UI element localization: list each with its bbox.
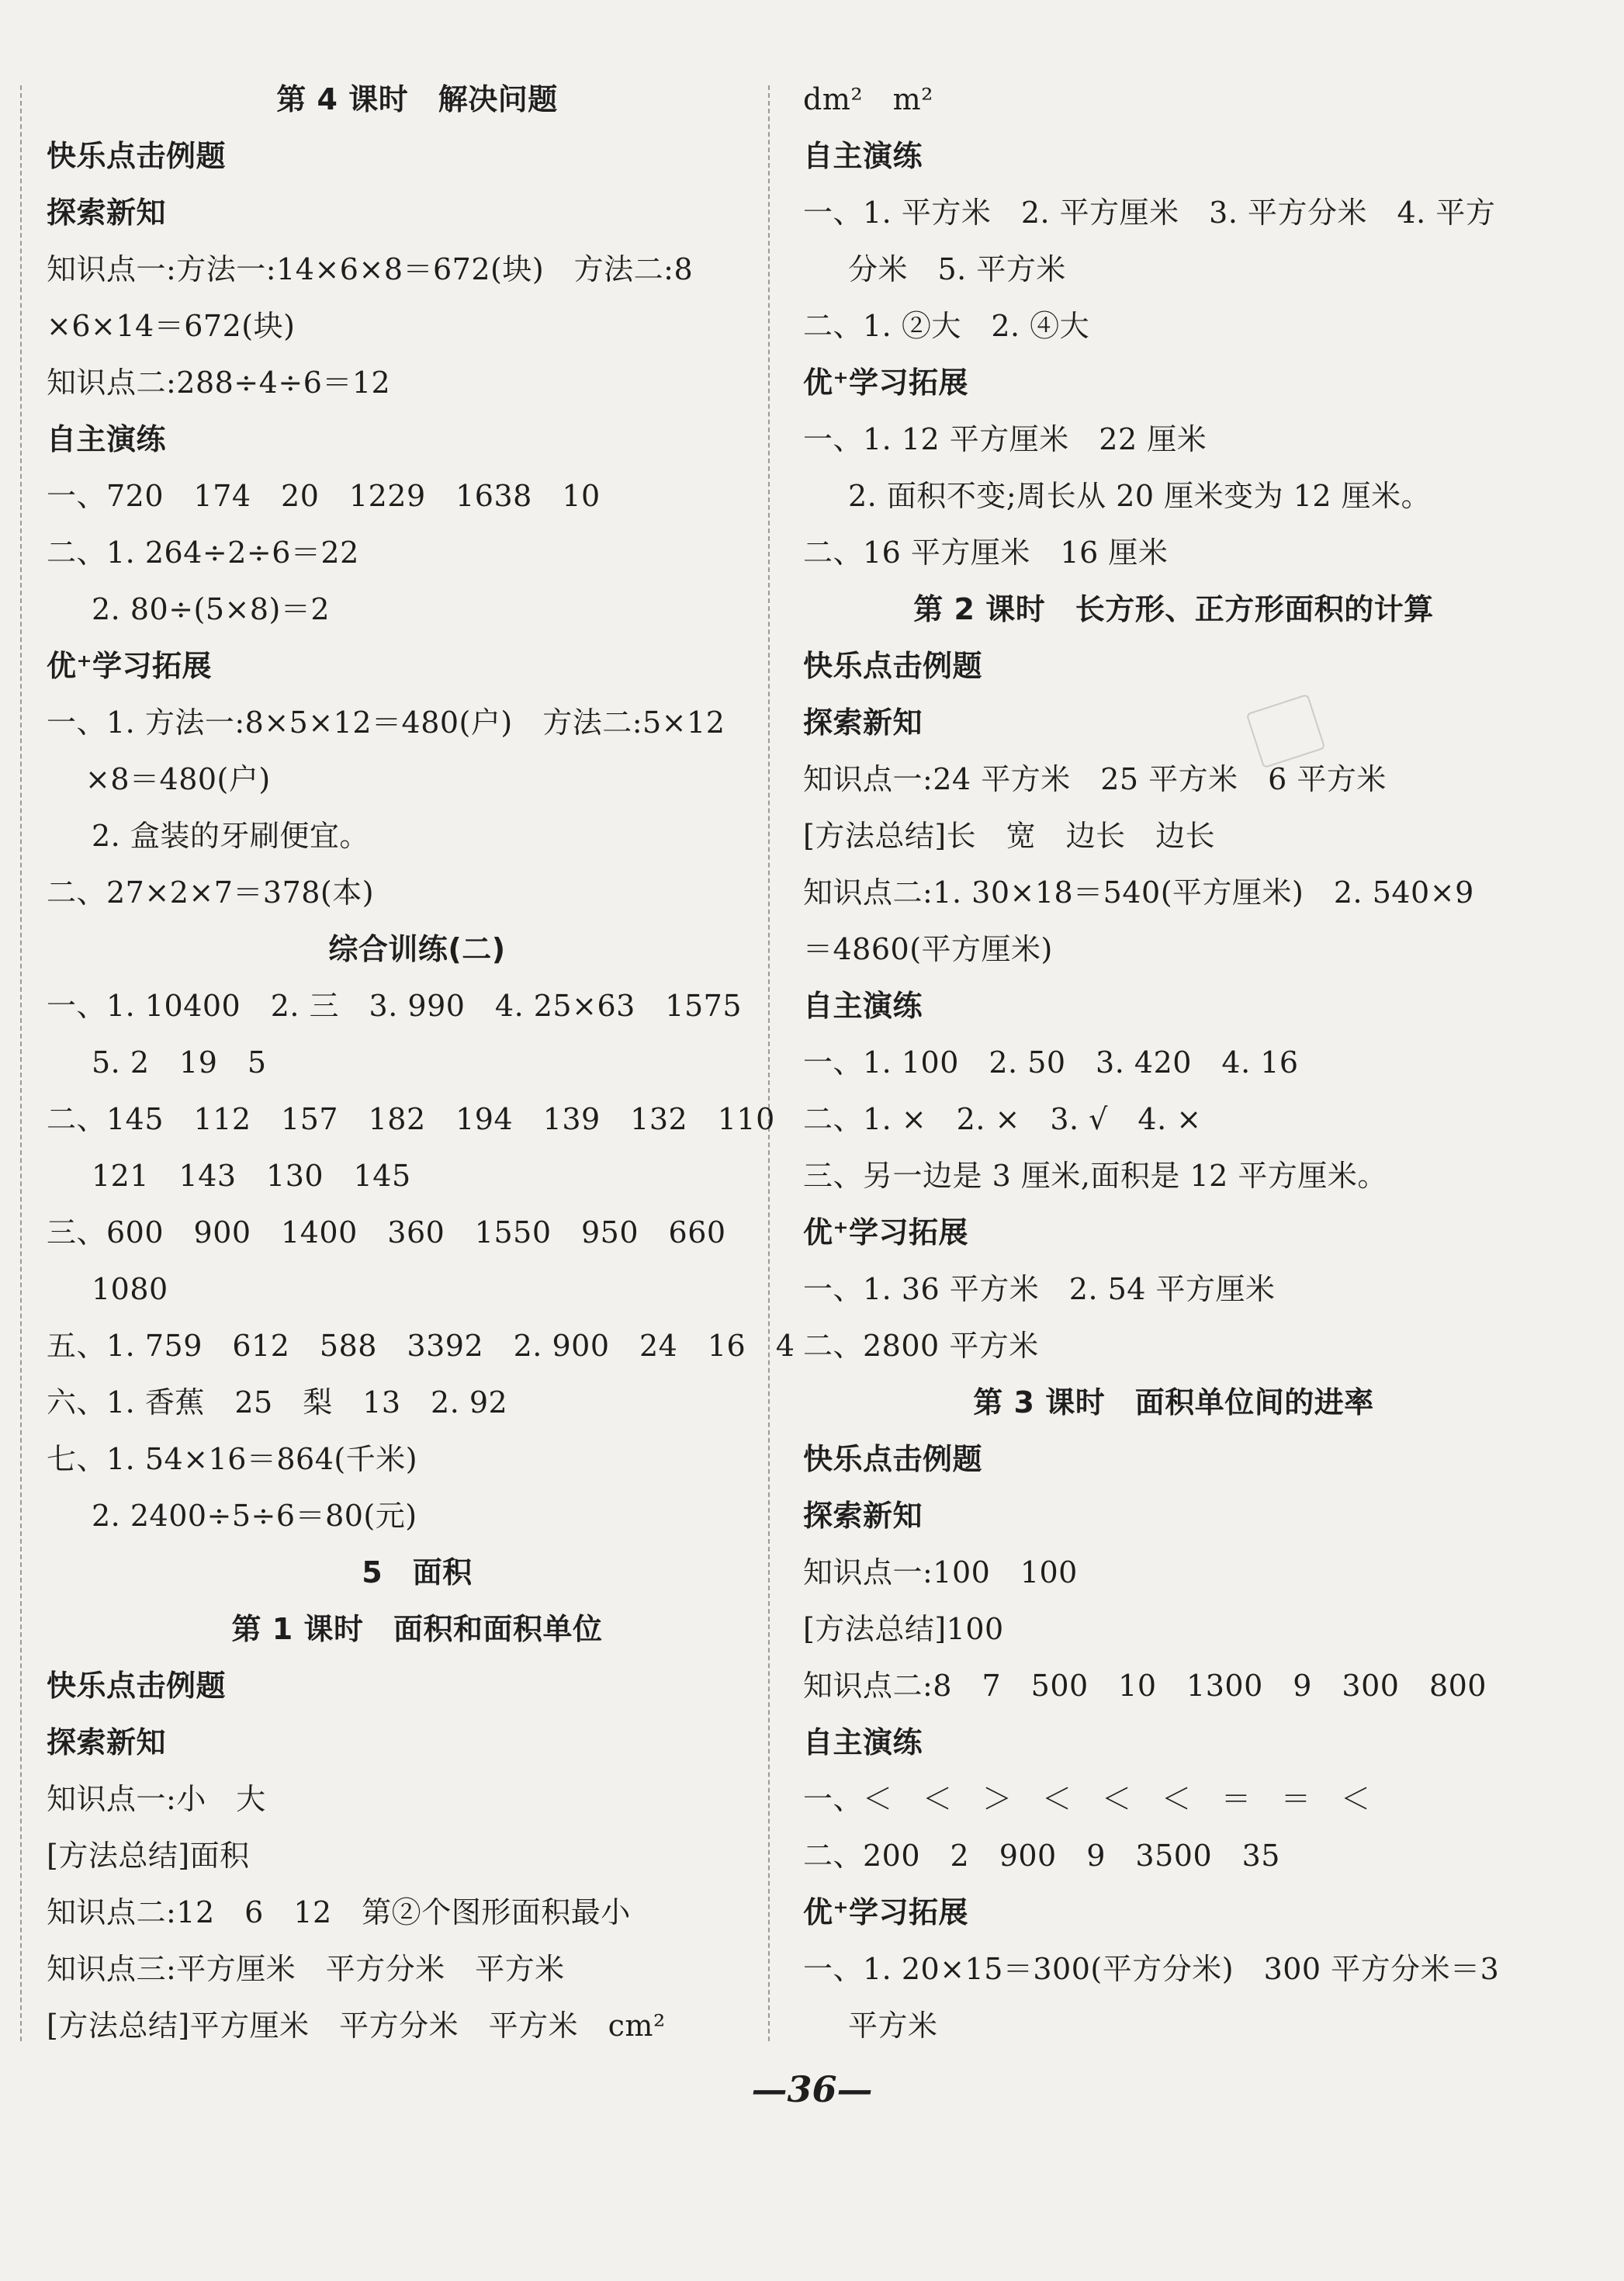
section-heading: 自主演练 — [47, 422, 167, 456]
answer-line: 1080 — [92, 1272, 168, 1306]
lesson-title: 第 2 课时 长方形、正方形面积的计算 — [913, 592, 1434, 626]
answer-line: 二、145 112 157 182 194 139 132 110 — [47, 1102, 775, 1136]
answer-line: 5. 2 19 5 — [92, 1045, 267, 1080]
answer-line: 一、1. 20×15＝300(平方分米) 300 平方分米＝3 — [803, 1952, 1500, 1986]
answer-line: 二、2800 平方米 — [803, 1329, 1039, 1363]
answer-line: [方法总结]100 — [803, 1612, 1004, 1646]
section-heading: 自主演练 — [803, 989, 923, 1023]
right-column — [803, 71, 1544, 2054]
lesson-title: 综合训练(二) — [328, 932, 506, 966]
answer-line: 二、1. ②大 2. ④大 — [803, 309, 1090, 343]
answer-line: ＝4860(平方厘米) — [803, 932, 1053, 966]
section-heading: 自主演练 — [803, 139, 923, 173]
lesson-title: 5 面积 — [362, 1555, 473, 1589]
answer-line: [方法总结]面积 — [47, 1839, 250, 1873]
answer-line: 六、1. 香蕉 25 梨 13 2. 92 — [47, 1385, 508, 1420]
answer-line: 知识点一:方法一:14×6×8＝672(块) 方法二:8 — [47, 252, 694, 286]
answer-line: 分米 5. 平方米 — [848, 252, 1066, 286]
section-heading: 快乐点击例题 — [47, 139, 227, 173]
answer-line: 知识点一:小 大 — [47, 1782, 266, 1816]
section-heading: 探索新知 — [47, 1725, 167, 1759]
section-heading: 探索新知 — [803, 1499, 923, 1533]
answer-line: 平方米 — [848, 2009, 938, 2043]
answer-line: 一、1. 100 2. 50 3. 420 4. 16 — [803, 1045, 1299, 1080]
section-heading: 自主演练 — [803, 1725, 923, 1759]
answer-line: [方法总结]长 宽 边长 边长 — [803, 819, 1216, 853]
answer-line: 二、27×2×7＝378(本) — [47, 875, 375, 910]
answer-line: 2. 盒装的牙刷便宜。 — [92, 819, 369, 853]
section-heading: 探索新知 — [803, 705, 923, 740]
section-heading: 快乐点击例题 — [803, 1442, 983, 1476]
answer-line: 二、1. × 2. × 3. √ 4. × — [803, 1102, 1202, 1136]
answer-line: 知识点二:1. 30×18＝540(平方厘米) 2. 540×9 — [803, 875, 1474, 910]
answer-line: 一、1. 36 平方米 2. 54 平方厘米 — [803, 1272, 1276, 1306]
left-column — [47, 71, 795, 2054]
answer-line: 2. 2400÷5÷6＝80(元) — [92, 1499, 417, 1533]
section-heading: 快乐点击例题 — [803, 649, 983, 683]
answer-line: ×8＝480(户) — [85, 762, 271, 796]
page-number: —36— — [751, 2068, 873, 2110]
answer-line: 二、200 2 900 9 3500 35 — [803, 1839, 1280, 1873]
lesson-title: 第 3 课时 面积单位间的进率 — [973, 1385, 1374, 1420]
answer-line: 一、720 174 20 1229 1638 10 — [47, 479, 601, 513]
answer-line: 一、＜ ＜ ＞ ＜ ＜ ＜ ＝ ＝ ＜ — [803, 1782, 1371, 1816]
answer-line: [方法总结]平方厘米 平方分米 平方米 cm² — [47, 2009, 666, 2043]
answer-line: 121 143 130 145 — [92, 1159, 411, 1193]
answer-line: 七、1. 54×16＝864(千米) — [47, 1442, 418, 1476]
answer-line: 2. 面积不变;周长从 20 厘米变为 12 厘米。 — [848, 479, 1432, 513]
answer-line: 知识点一:24 平方米 25 平方米 6 平方米 — [803, 762, 1387, 796]
section-heading: 快乐点击例题 — [47, 1669, 227, 1703]
section-heading: 优⁺学习拓展 — [803, 1215, 969, 1250]
left-margin-rule — [20, 85, 22, 2041]
answer-line: 一、1. 平方米 2. 平方厘米 3. 平方分米 4. 平方 — [803, 196, 1496, 230]
answer-line: 2. 80÷(5×8)＝2 — [92, 592, 331, 626]
answer-line: 一、1. 方法一:8×5×12＝480(户) 方法二:5×12 — [47, 705, 725, 740]
answer-line: 知识点二:8 7 500 10 1300 9 300 800 — [803, 1669, 1487, 1703]
answer-line: 知识点三:平方厘米 平方分米 平方米 — [47, 1952, 565, 1986]
answer-line: 二、16 平方厘米 16 厘米 — [803, 536, 1169, 570]
lesson-title: 第 1 课时 面积和面积单位 — [231, 1612, 603, 1646]
answer-line: 二、1. 264÷2÷6＝22 — [47, 536, 359, 570]
section-heading: 优⁺学习拓展 — [47, 649, 213, 683]
section-heading: 优⁺学习拓展 — [803, 366, 969, 400]
answer-line: 一、1. 10400 2. 三 3. 990 4. 25×63 1575 — [47, 989, 743, 1023]
lesson-title: 第 4 课时 解决问题 — [276, 82, 558, 116]
section-heading: 探索新知 — [47, 196, 167, 230]
answer-line: dm² m² — [803, 82, 933, 116]
answer-line: 知识点二:288÷4÷6＝12 — [47, 366, 391, 400]
section-heading: 优⁺学习拓展 — [803, 1895, 969, 1929]
answer-line: 知识点一:100 100 — [803, 1555, 1078, 1589]
answer-line: 五、1. 759 612 588 3392 2. 900 24 16 4 — [47, 1329, 795, 1363]
answer-line: 一、1. 12 平方厘米 22 厘米 — [803, 422, 1207, 456]
answer-line: ×6×14＝672(块) — [47, 309, 296, 343]
answer-line: 知识点二:12 6 12 第②个图形面积最小 — [47, 1895, 631, 1929]
answer-line: 三、另一边是 3 厘米,面积是 12 平方厘米。 — [803, 1159, 1387, 1193]
answer-line: 三、600 900 1400 360 1550 950 660 — [47, 1215, 726, 1250]
